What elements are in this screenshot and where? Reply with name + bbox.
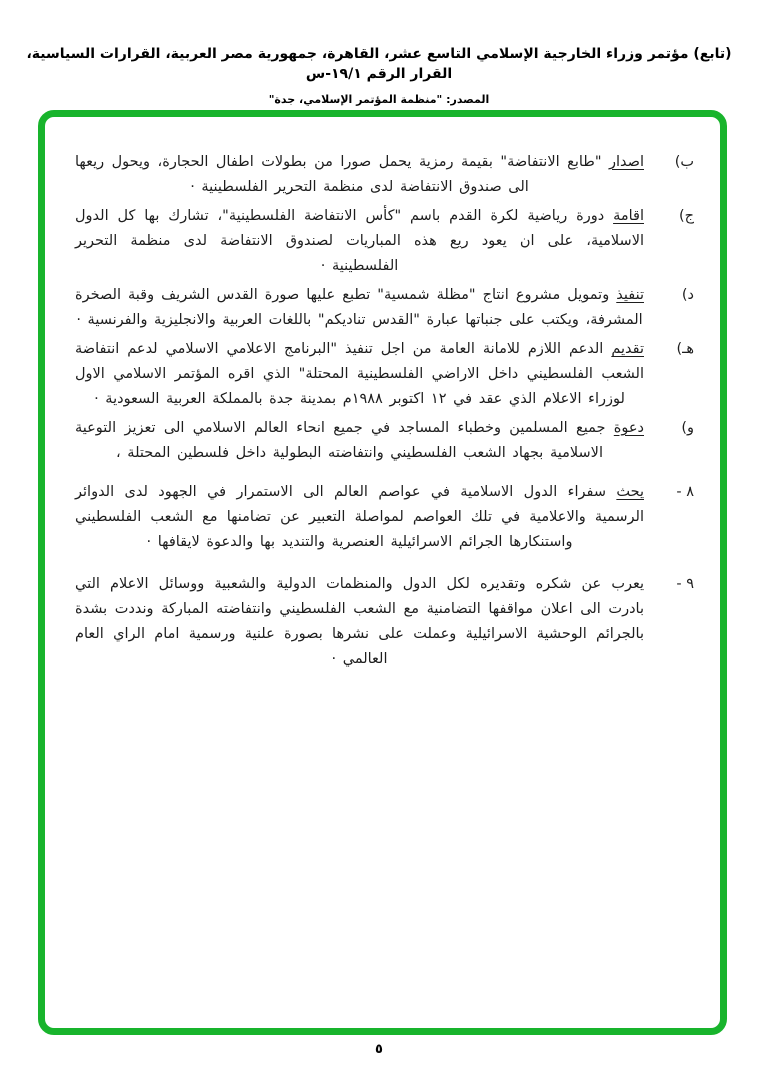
list-item (75, 283, 694, 333)
item-lead: دعوة (613, 420, 644, 436)
header-source: المصدر: "منظمة المؤتمر الإسلامي، جدة" (268, 93, 490, 106)
item-label: د) (681, 287, 694, 303)
item-text (75, 416, 644, 466)
item-rest: "طابع الانتفاضة" بقيمة رمزية يحمل صورا من بطولات اطفال الحجارة، ويحول ريعها الى صندوق الانتفاضة لدى منظمة التحرير الفلسطينية · (75, 154, 610, 195)
list-item (75, 150, 694, 200)
list-item (75, 572, 694, 672)
item-lead: تنفيذ (616, 287, 644, 303)
item-lead: يحث (616, 484, 644, 500)
item-rest: دورة رياضية لكرة القدم باسم "كأس الانتفاضة الفلسطينية"، تشارك بها كل الدول الاسلامية، على ان يعود ريع هذه المباريات لصندوق الانتفاضة لدى منظمة التحرير الفلسطينية · (75, 208, 644, 274)
document-frame (38, 110, 727, 1035)
item-label: هـ) (676, 341, 694, 357)
item-label: ٨ - (676, 484, 694, 500)
item-rest: وتمويل مشروع انتاج "مظلة شمسية" تطبع عليها صورة القدس الشريف وقبة الصخرة المشرفة، ويكتب على جنباتها عبارة "القدس تناديكم" باللغات العربية والانجليزية والفرنسية · (75, 287, 643, 328)
item-rest: جميع المسلمين وخطباء المساجد في جميع انحاء العالم الاسلامي الى تعزيز التوعية الاسلامية بجهاد الشعب الفلسطيني وانتفاضته البطولية داخل فلسطين المحتلة ، (75, 420, 614, 461)
item-lead: تقديم (611, 341, 644, 357)
item-label: و) (681, 420, 694, 436)
list-item (75, 416, 694, 466)
list-item (75, 204, 694, 279)
item-rest: سفراء الدول الاسلامية في عواصم العالم الى الاستمرار في الجهود لدى الدوائر الرسمية والاعلامية في تلك العواصم لمواصلة التعبير عن تضامنها مع الشعب الفلسطيني واستنكارها الجرائم الاسرائيلية العنصرية والتنديد بها والدعوة لايقافها · (75, 484, 644, 550)
item-text (75, 204, 644, 279)
item-text (75, 283, 644, 333)
item-rest: يعرب عن شكره وتقديره لكل الدول والمنظمات الدولية والشعبية ووسائل الاعلام التي بادرت الى اعلان مواقفها التضامنية مع الشعب الفلسطيني وانتفاضته المباركة ونددت بشدة بالجرائم الوحشية الاسرائيلية وعملت على نشرها بصورة علنية ورسمية امام الراي العام العالمي · (75, 576, 644, 667)
item-text (75, 480, 644, 555)
header-title: (تابع) مؤتمر وزراء الخارجية الإسلامي التاسع عشر، القاهرة، جمهورية مصر العربية، القرارات السياسية، القرار الرقم ١٩/١-س (26, 46, 732, 82)
item-text (75, 572, 644, 672)
numbered-item-list (75, 480, 694, 672)
lettered-item-list (75, 150, 694, 466)
item-text (75, 337, 644, 412)
page-header (0, 0, 758, 106)
item-lead: اقامة (613, 208, 644, 224)
item-lead: اصدار (609, 154, 644, 170)
item-label: ب) (674, 154, 694, 170)
item-text (75, 150, 644, 200)
item-label: ٩ - (676, 576, 694, 592)
list-item (75, 480, 694, 555)
item-rest: الدعم اللازم للامانة العامة من اجل تنفيذ "البرنامج الاعلامي الاسلامي لدعم انتفاضة الشعب الفلسطيني داخل الاراضي الفلسطينية المحتلة" الذي اقره المؤتمر الاسلامي الاول لوزراء الاعلام الذي عقد في ١٢ اكتوبر ١٩٨٨م بمدينة جدة بالمملكة العربية السعودية · (75, 341, 644, 407)
list-item (75, 337, 694, 412)
item-label: ج) (678, 208, 694, 224)
page-number: ٥ (375, 1042, 383, 1057)
